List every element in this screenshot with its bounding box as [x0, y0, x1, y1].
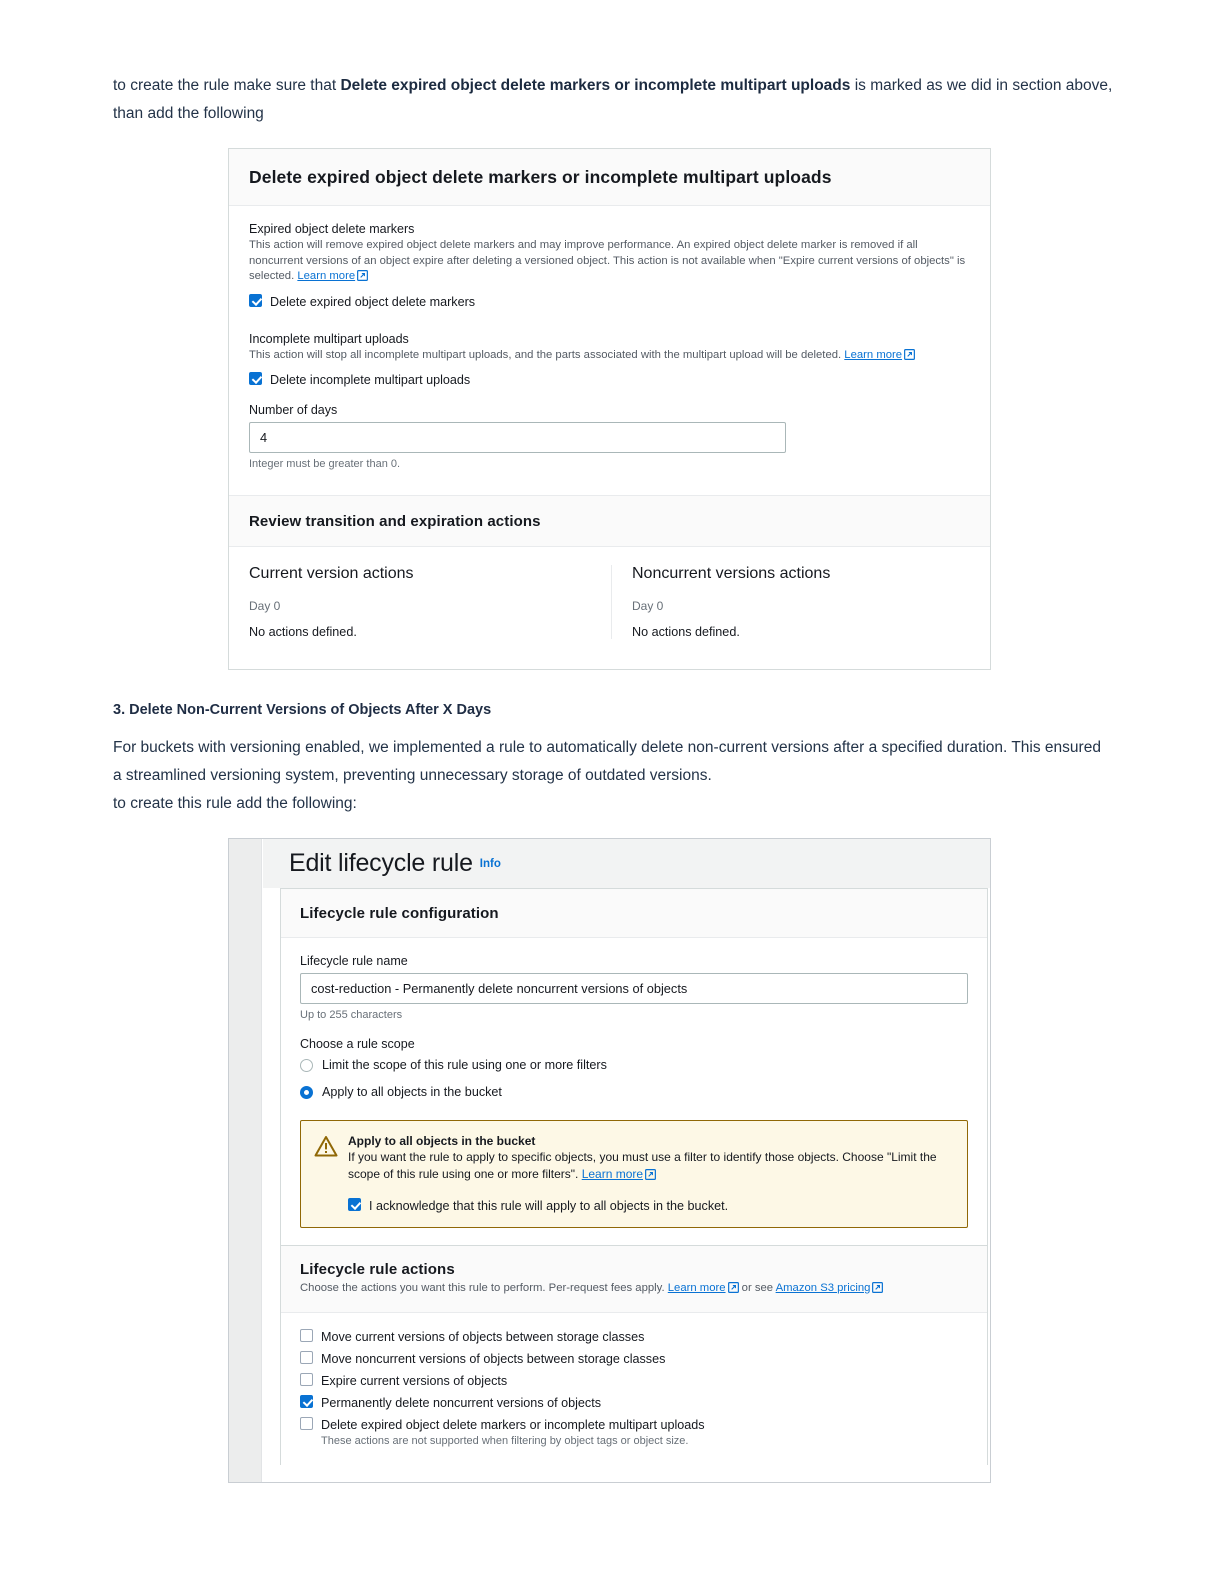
alert-learn-more-link[interactable]: Learn more — [581, 1167, 644, 1181]
rule-scope-option-limit[interactable] — [300, 1056, 968, 1075]
lifecycle-rule-actions-header — [281, 1246, 987, 1313]
incomplete-uploads-checkbox-row[interactable] — [249, 372, 970, 388]
number-of-days-field — [249, 403, 970, 470]
panel-one-title: Delete expired object delete markers or incomplete multipart uploads — [249, 167, 832, 187]
rule-scope-limit-label: Limit the scope of this rule using one or more filters — [322, 1058, 607, 1072]
lifecycle-rule-actions-container — [280, 1245, 988, 1465]
rule-scope-label: Choose a rule scope — [300, 1037, 415, 1051]
rule-scope-all-label: Apply to all objects in the bucket — [322, 1085, 502, 1099]
apply-all-objects-alert-body — [348, 1134, 953, 1214]
action-move-current-versions-label: Move current versions of objects between storage classes — [321, 1329, 645, 1344]
action-permanently-delete-noncurrent[interactable] — [300, 1395, 968, 1411]
noncurrent-versions-actions-value: No actions defined. — [632, 625, 740, 639]
section-heading: 3. Delete Non-Current Versions of Objects After X Days — [113, 702, 492, 718]
acknowledge-checkbox-label: I acknowledge that this rule will apply to all objects in the bucket. — [369, 1199, 729, 1213]
incomplete-uploads-learn-more-link[interactable]: Learn more — [844, 348, 903, 361]
review-actions-title: Review transition and expiration actions — [249, 513, 541, 530]
amazon-s3-pricing-link[interactable]: Amazon S3 pricing — [775, 1282, 871, 1294]
number-of-days-hint: Integer must be greater than 0. — [249, 458, 401, 470]
lifecycle-expiration-panel — [228, 148, 991, 670]
expired-markers-checkbox-row[interactable] — [249, 294, 970, 310]
rule-name-input[interactable] — [300, 973, 968, 1004]
external-link-icon — [357, 270, 368, 287]
current-version-actions-day: Day 0 — [249, 599, 281, 613]
apply-all-objects-alert-text — [348, 1149, 953, 1185]
noncurrent-versions-actions-column — [611, 565, 990, 639]
incomplete-uploads-checkbox[interactable] — [249, 372, 262, 385]
number-of-days-label: Number of days — [249, 403, 338, 417]
rule-name-hint: Up to 255 characters — [300, 1009, 403, 1021]
info-link[interactable]: Info — [479, 858, 501, 870]
lifecycle-rule-actions-body — [281, 1313, 987, 1465]
section-paragraph-2: to create this rule add the following: — [113, 795, 357, 812]
warning-icon — [314, 1135, 338, 1162]
panel-one-body — [229, 206, 990, 495]
apply-all-objects-alert — [300, 1120, 968, 1228]
current-version-actions-value: No actions defined. — [249, 625, 357, 639]
lifecycle-rule-configuration-container — [280, 888, 988, 1245]
incomplete-uploads-label: Incomplete multipart uploads — [249, 331, 409, 346]
current-version-actions-column — [229, 565, 611, 639]
intro-text-post: is marked as we did in section above, than add the following — [113, 77, 1113, 122]
noncurrent-versions-actions-day: Day 0 — [632, 599, 664, 613]
lifecycle-rule-configuration-body — [281, 938, 987, 1245]
actions-learn-more-link[interactable]: Learn more — [667, 1282, 726, 1294]
noncurrent-versions-actions-title: Noncurrent versions actions — [632, 565, 831, 582]
action-move-noncurrent-versions-checkbox[interactable] — [300, 1351, 313, 1364]
expired-markers-group — [249, 222, 970, 310]
edit-lifecycle-rule-titlebar — [263, 839, 990, 888]
lifecycle-rule-configuration-title: Lifecycle rule configuration — [300, 905, 499, 922]
expired-markers-description — [249, 238, 970, 287]
expired-markers-checkbox-label: Delete expired object delete markers — [270, 294, 476, 309]
external-link-icon — [728, 1282, 739, 1299]
action-move-current-versions-checkbox[interactable] — [300, 1329, 313, 1342]
incomplete-uploads-description — [249, 348, 970, 366]
rule-scope-option-all[interactable] — [300, 1083, 968, 1102]
lifecycle-rule-actions-description-text: Choose the actions you want this rule to perform. Per-request fees apply. — [300, 1282, 668, 1294]
current-version-actions-title: Current version actions — [249, 565, 414, 582]
lifecycle-rule-actions-description — [300, 1281, 968, 1299]
incomplete-uploads-checkbox-label: Delete incomplete multipart uploads — [270, 373, 471, 387]
acknowledge-checkbox[interactable] — [348, 1198, 361, 1211]
action-move-noncurrent-versions[interactable] — [300, 1351, 968, 1367]
action-delete-expired-markers-label: Delete expired object delete markers or incomplete multipart uploads — [321, 1417, 705, 1432]
panel-one-header — [229, 149, 990, 206]
action-expire-current-versions[interactable] — [300, 1373, 968, 1389]
rule-scope-limit-radio[interactable] — [300, 1059, 313, 1072]
lifecycle-rule-actions-title: Lifecycle rule actions — [300, 1261, 455, 1278]
incomplete-uploads-group — [249, 332, 970, 471]
rule-name-label: Lifecycle rule name — [300, 954, 408, 968]
action-move-current-versions[interactable] — [300, 1329, 968, 1345]
action-move-noncurrent-versions-label: Move noncurrent versions of objects between storage classes — [321, 1351, 666, 1366]
actions-footnote: These actions are not supported when filtering by object tags or object size. — [321, 1434, 689, 1447]
action-expire-current-versions-label: Expire current versions of objects — [321, 1373, 508, 1388]
expired-markers-learn-more-link[interactable]: Learn more — [297, 270, 356, 282]
review-actions-columns — [229, 547, 990, 639]
number-of-days-input[interactable] — [249, 422, 786, 453]
apply-all-objects-alert-title: Apply to all objects in the bucket — [348, 1134, 536, 1148]
review-actions-header — [229, 495, 990, 547]
edit-lifecycle-rule-content — [263, 839, 990, 1482]
rule-scope-all-radio[interactable] — [300, 1086, 313, 1099]
edit-lifecycle-rule-panel — [228, 838, 991, 1483]
acknowledge-checkbox-row[interactable] — [348, 1198, 953, 1214]
page-title: Edit lifecycle rule — [289, 849, 473, 877]
actions-or-see-text: or see — [738, 1282, 776, 1294]
action-delete-expired-markers-checkbox[interactable] — [300, 1417, 313, 1430]
action-expire-current-versions-checkbox[interactable] — [300, 1373, 313, 1386]
external-link-icon — [904, 349, 915, 366]
expired-markers-checkbox[interactable] — [249, 294, 262, 307]
console-left-gutter — [229, 839, 262, 1482]
apply-all-objects-alert-text-pre: If you want the rule to apply to specific objects, you must use a filter to identify those objects. Choose "Limit the scope of this rule using one or more filters". — [348, 1150, 937, 1181]
external-link-icon — [645, 1168, 656, 1185]
incomplete-uploads-description-text: This action will stop all incomplete multipart uploads, and the parts associated with the multipart upload will be deleted. — [249, 348, 842, 361]
section-paragraph-1: For buckets with versioning enabled, we implemented a rule to automatically delete non-current versions after a specified duration. This ensured a streamlined versioning system, preventing unnecessary storage of outdated versions. — [113, 739, 1101, 784]
external-link-icon — [872, 1282, 883, 1299]
lifecycle-rule-configuration-header — [281, 889, 987, 938]
action-permanently-delete-noncurrent-checkbox[interactable] — [300, 1395, 313, 1408]
expired-markers-label: Expired object delete markers — [249, 222, 415, 236]
expired-markers-description-text: This action will remove expired object delete markers and may improve performance. An expired object delete marker is removed if all noncurrent versions of an object expire after deleting a versioned object. This action is not available when "Expire current versions of objects" is selected. — [249, 239, 966, 282]
action-permanently-delete-noncurrent-label: Permanently delete noncurrent versions of objects — [321, 1395, 602, 1410]
action-delete-expired-markers[interactable] — [300, 1417, 968, 1433]
intro-paragraph — [113, 72, 1113, 128]
intro-text-bold: Delete expired object delete markers or incomplete multipart uploads — [340, 77, 851, 94]
intro-text-pre: to create the rule make sure that — [113, 77, 341, 94]
